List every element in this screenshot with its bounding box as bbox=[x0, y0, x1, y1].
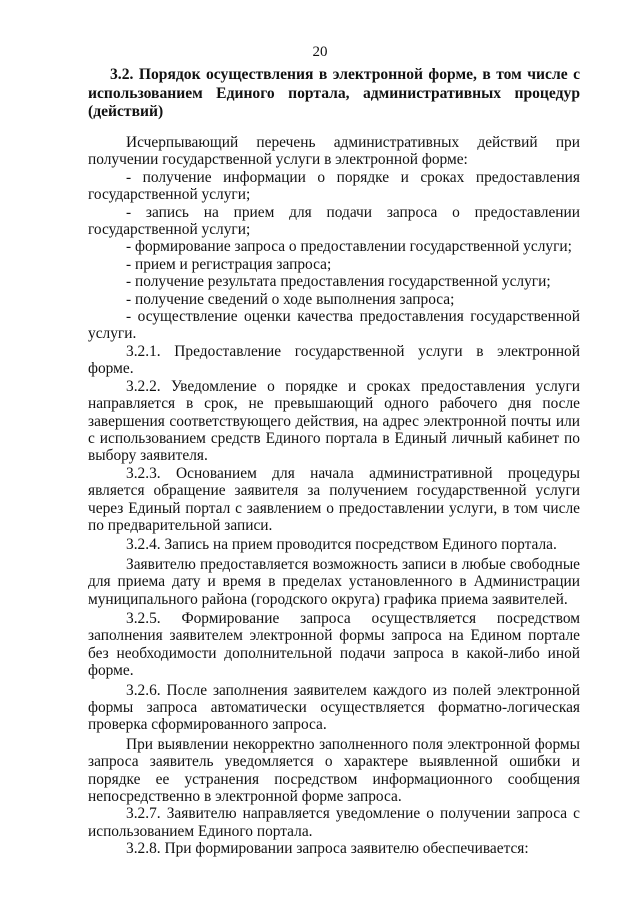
list-item: - получение сведений о ходе выполнения запроса; bbox=[126, 290, 455, 308]
document-body bbox=[88, 134, 580, 858]
paragraph: Исчерпывающий перечень административных действий при получении государственной услуги в электронной форме: bbox=[88, 134, 580, 169]
paragraph: Заявителю предоставляется возможность записи в любые свободные для приема дату и время в пределах установленного в Администрации муниципального района (городского округа) графика приема заявителей. bbox=[88, 555, 580, 608]
paragraph: 3.2.3. Основанием для начала административной процедуры является обращение заявителя за получением государственной услуги через Единый портал с заявлением о предоставлении услуги, в том числе по предварительной записи. bbox=[88, 464, 580, 534]
section-heading bbox=[88, 66, 580, 122]
paragraph: При выявлении некорректно заполненного поля электронной формы запроса заявитель уведомляется о характере выявленной ошибки и порядке ее устранения посредством информационного сообщения непосредственно в электронной форме запроса. bbox=[88, 735, 580, 806]
section-heading-text: 3.2. Порядок осуществления в электронной форме, в том числе с использованием Единого портала, административных процедур (действий) bbox=[88, 66, 580, 120]
list-item: - осуществление оценки качества предоставления государственной услуги. bbox=[88, 308, 580, 343]
list-item: - запись на прием для подачи запроса о предоставлении государственной услуги; bbox=[88, 203, 580, 239]
paragraph: 3.2.4. Запись на прием проводится посредством Единого портала. bbox=[126, 536, 557, 554]
paragraph: 3.2.8. При формировании запроса заявителю обеспечивается: bbox=[126, 840, 529, 858]
list-item: - прием и регистрация запроса; bbox=[126, 255, 332, 273]
page-number: 20 bbox=[312, 44, 328, 60]
list-item: - получение информации о порядке и сроках предоставления государственной услуги; bbox=[88, 168, 580, 204]
paragraph: 3.2.2. Уведомление о порядке и сроках предоставления услуги направляется в срок, не превышающий одного рабочего дня после завершения соответствующего действия, на адрес электронной почты или с использованием средств Единого портала в Единый личный кабинет по выбору заявителя. bbox=[88, 377, 580, 465]
paragraph: 3.2.6. После заполнения заявителем каждого из полей электронной формы запроса автоматически осуществляется форматно-логическая проверка сформированного запроса. bbox=[88, 681, 580, 734]
paragraph: 3.2.1. Предоставление государственной услуги в электронной форме. bbox=[88, 342, 580, 378]
paragraph: 3.2.7. Заявителю направляется уведомление о получении запроса с использованием Единого портала. bbox=[88, 805, 580, 840]
list-item: - получение результата предоставления государственной услуги; bbox=[126, 273, 551, 291]
list-item: - формирование запроса о предоставлении государственной услуги; bbox=[126, 238, 572, 256]
paragraph: 3.2.5. Формирование запроса осуществляется посредством заполнения заявителем электронной формы запроса на Едином портале без необходимости дополнительной подачи запроса в какой-либо иной форме. bbox=[88, 609, 580, 680]
